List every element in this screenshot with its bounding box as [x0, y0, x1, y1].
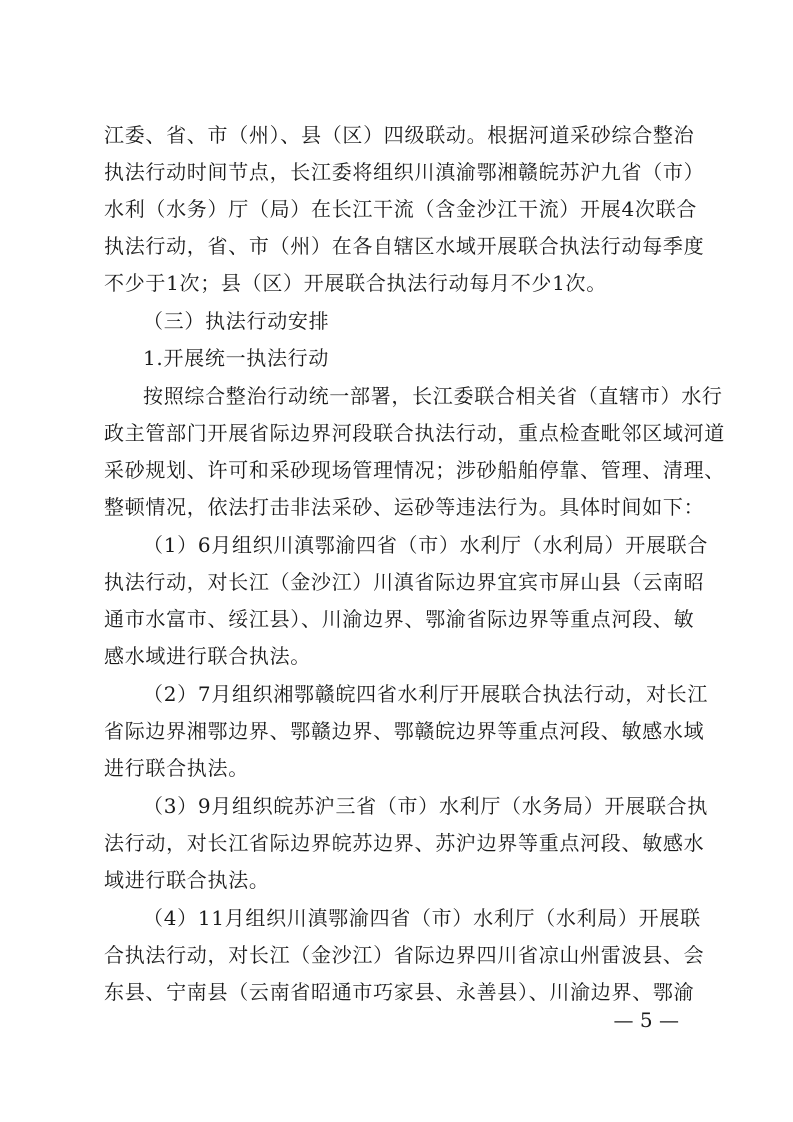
body-line: 不少于1次；县（区）开展联合执法行动每月不少1次。	[104, 271, 607, 295]
list-item-line: （1）6月组织川滇鄂渝四省（市）水利厅（水利局）开展联合	[143, 533, 709, 557]
body-line: 执法行动，省、市（州）在各自辖区水域开展联合执法行动每季度	[104, 234, 705, 258]
body-line: 通市水富市、绥江县）、川渝边界、鄂渝省际边界等重点河段、敏	[104, 607, 695, 631]
body-line: 按照综合整治行动统一部署，长江委联合相关省（直辖市）水行	[143, 384, 723, 408]
body-line: 采砂规划、许可和采砂现场管理情况；涉砂船舶停靠、管理、清理、	[104, 458, 725, 482]
page-number: — 5 —	[613, 1008, 679, 1032]
body-line: 东县、宁南县（云南省昭通市巧家县、永善县）、川渝边界、鄂渝	[104, 980, 695, 1004]
section-heading: （三）执法行动安排	[143, 309, 330, 333]
body-line: 整顿情况，依法打击非法采砂、运砂等违法行为。具体时间如下：	[104, 495, 705, 519]
list-item-line: （4）11月组织川滇鄂渝四省（市）水利厅（水利局）开展联	[143, 906, 701, 930]
body-line: 政主管部门开展省际边界河段联合执法行动，重点检查毗邻区域河道	[104, 421, 725, 445]
body-line: 合执法行动，对长江（金沙江）省际边界四川省凉山州雷波县、会	[104, 943, 705, 967]
body-line: 感水域进行联合执法。	[104, 644, 311, 668]
body-line: 执法行动时间节点，长江委将组织川滇渝鄂湘赣皖苏沪九省（市）	[104, 160, 705, 184]
body-line: 执法行动，对长江（金沙江）川滇省际边界宜宾市屏山县（云南昭	[104, 570, 705, 594]
body-line: 省际边界湘鄂边界、鄂赣边界、鄂赣皖边界等重点河段、敏感水域	[104, 719, 705, 743]
subsection-heading: 1.开展统一执法行动	[143, 346, 330, 370]
body-line: 江委、省、市（州）、县（区）四级联动。根据河道采砂综合整治	[104, 123, 695, 147]
body-line: 进行联合执法。	[104, 756, 249, 780]
list-item-line: （2）7月组织湘鄂赣皖四省水利厅开展联合执法行动，对长江	[143, 682, 709, 706]
body-line: 法行动，对长江省际边界皖苏边界、苏沪边界等重点河段、敏感水	[104, 831, 705, 855]
body-line: 域进行联合执法。	[104, 868, 270, 892]
list-item-line: （3）9月组织皖苏沪三省（市）水利厅（水务局）开展联合执	[143, 794, 709, 818]
body-line: 水利（水务）厅（局）在长江干流（含金沙江干流）开展4次联合	[104, 197, 698, 221]
